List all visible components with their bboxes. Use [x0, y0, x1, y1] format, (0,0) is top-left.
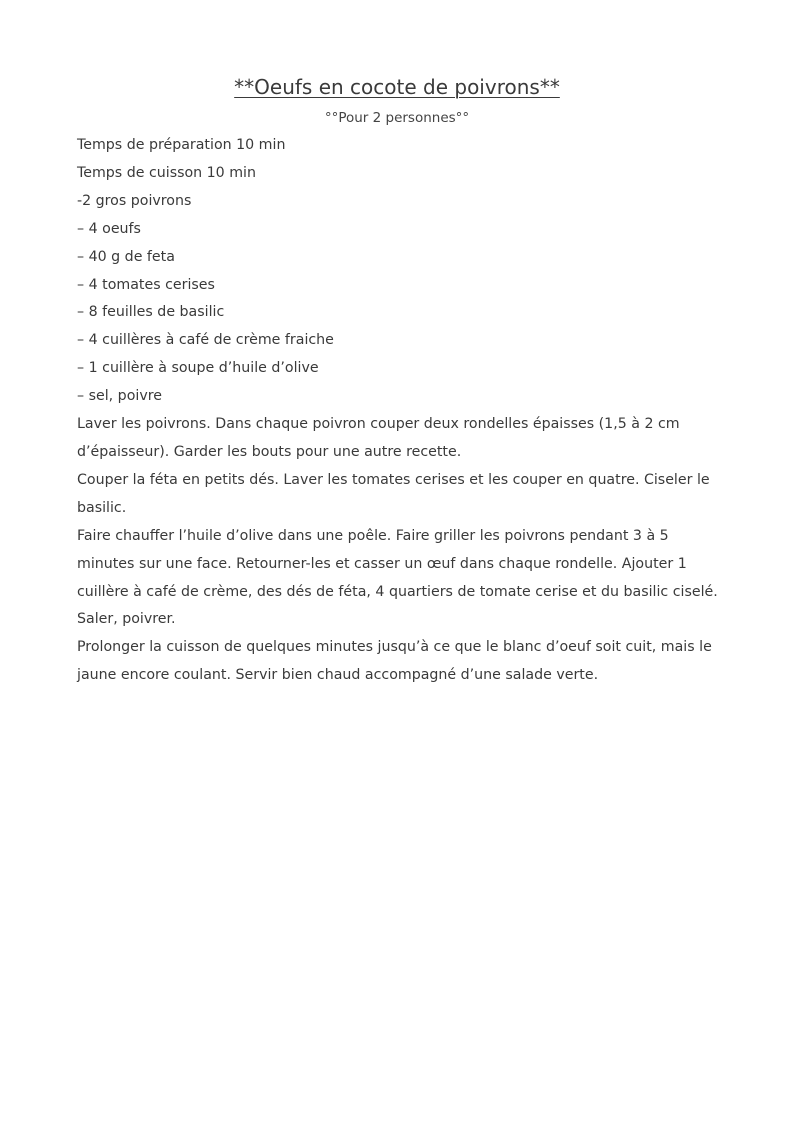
ingredient-item: – 40 g de feta — [77, 248, 175, 265]
ingredient-item: – 4 tomates cerises — [77, 276, 215, 293]
step-line: Faire chauffer l’huile d’olive dans une poêle. Faire griller les poivrons pendant 3 à 5 — [77, 527, 669, 544]
ingredient-item: – 1 cuillère à soupe d’huile d’olive — [77, 360, 319, 377]
prep-time: Temps de préparation 10 min — [77, 137, 286, 153]
step-line: Saler, poivrer. — [77, 611, 176, 628]
ingredient-item: – sel, poivre — [77, 388, 162, 405]
step-line: d’épaisseur). Garder les bouts pour une autre recette. — [77, 443, 462, 460]
cook-time: Temps de cuisson 10 min — [77, 164, 256, 181]
step-line: Laver les poivrons. Dans chaque poivron couper deux rondelles épaisses (1,5 à 2 cm — [77, 416, 680, 433]
step-line: jaune encore coulant. Servir bien chaud accompagné d’une salade verte. — [77, 667, 599, 684]
step-paragraph — [77, 467, 717, 523]
ingredient-item: – 4 cuillères à café de crème fraiche — [77, 332, 334, 349]
step-paragraph — [77, 411, 717, 467]
step-line: Prolonger la cuisson de quelques minutes jusqu’à ce que le blanc d’oeuf soit cuit, mais le — [77, 639, 712, 656]
recipe-title: **Oeufs en cocote de poivrons** — [234, 75, 560, 99]
step-line: minutes sur une face. Retourner-les et casser un œuf dans chaque rondelle. Ajouter 1 — [77, 555, 687, 572]
step-paragraph — [77, 523, 717, 635]
ingredient-item: – 4 oeufs — [77, 220, 141, 237]
recipe-body — [77, 132, 717, 690]
step-line: cuillère à café de crème, des dés de féta, 4 quartiers de tomate cerise et du basilic ciselé. — [77, 583, 718, 600]
step-paragraph — [77, 634, 717, 690]
ingredient-item: – 8 feuilles de basilic — [77, 304, 225, 321]
ingredient-item: -2 gros poivrons — [77, 192, 192, 209]
step-line: Couper la féta en petits dés. Laver les tomates cerises et les couper en quatre. Ciseler le — [77, 471, 710, 488]
step-line: basilic. — [77, 499, 127, 516]
recipe-servings: °°Pour 2 personnes°° — [324, 110, 470, 126]
